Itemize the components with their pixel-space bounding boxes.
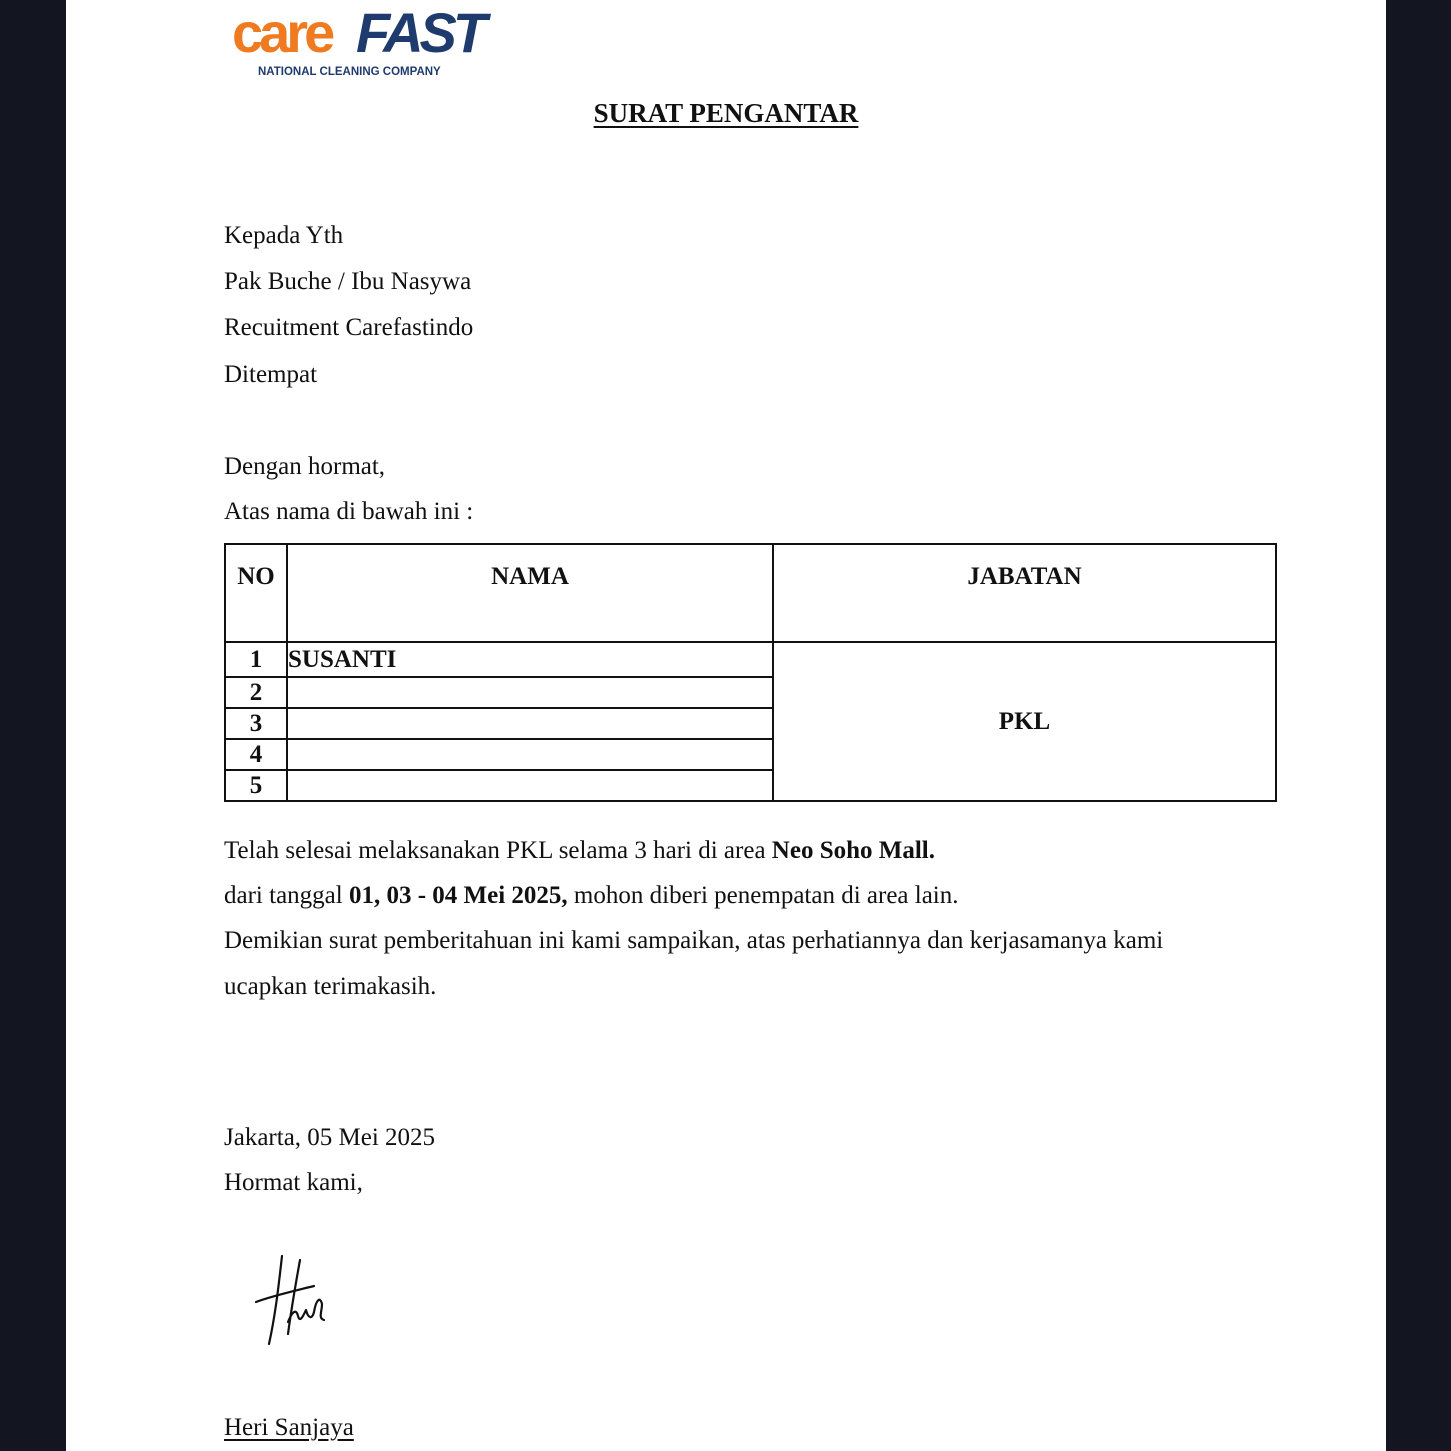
handwritten-signature [252,1252,330,1348]
location-name: Neo Soho Mall. [771,837,935,864]
table-header-row [225,544,1276,642]
row-number: 5 [225,770,287,801]
row-name [287,770,773,801]
intro-text: Atas nama di bawah ini : [224,498,474,525]
row-number: 1 [225,642,287,677]
recipient-line-4: Ditempat [224,361,318,388]
letter-page [66,0,1386,1451]
body-paragraph-3: Demikian surat pemberitahuan ini kami sampaikan, atas perhatiannya dan kerjasamanya kami [224,927,1164,954]
svg-text:NATIONAL CLEANING COMPANY: NATIONAL CLEANING COMPANY [258,66,441,78]
closing-regards: Hormat kami, [224,1169,363,1196]
row-name [287,677,773,708]
header-jabatan: JABATAN [773,544,1276,642]
row-name [287,739,773,770]
letter-title: SURAT PENGANTAR [593,98,859,128]
row-number: 2 [225,677,287,708]
recipient-line-3: Recuitment Carefastindo [224,314,474,341]
place-date: Jakarta, 05 Mei 2025 [224,1124,436,1151]
staff-table [224,543,1277,802]
table-row [225,642,1276,677]
body-paragraph-2 [224,882,959,910]
header-nama: NAMA [287,544,773,642]
body-text: Telah selesai melaksanakan PKL selama 3 hari di area [224,837,772,864]
jabatan-cell: PKL [773,642,1276,801]
row-number: 4 [225,739,287,770]
svg-text:FAST: FAST [356,4,484,64]
row-name [287,708,773,739]
date-range: 01, 03 - 04 Mei 2025, [348,882,568,909]
header-no: NO [225,544,287,642]
recipient-line-2: Pak Buche / Ibu Nasywa [224,268,472,295]
svg-text:care: care [232,4,332,64]
row-name: SUSANTI [287,642,773,677]
recipient-line-1: Kepada Yth [224,222,344,249]
row-number: 3 [225,708,287,739]
company-logo [232,4,512,80]
body-text: dari tanggal [224,882,349,909]
body-text: mohon diberi penempatan di area lain. [567,882,959,909]
signer-name: Heri Sanjaya [224,1414,354,1441]
body-paragraph-1 [224,837,935,865]
greeting: Dengan hormat, [224,453,386,480]
body-paragraph-4: ucapkan terimakasih. [224,973,437,1000]
